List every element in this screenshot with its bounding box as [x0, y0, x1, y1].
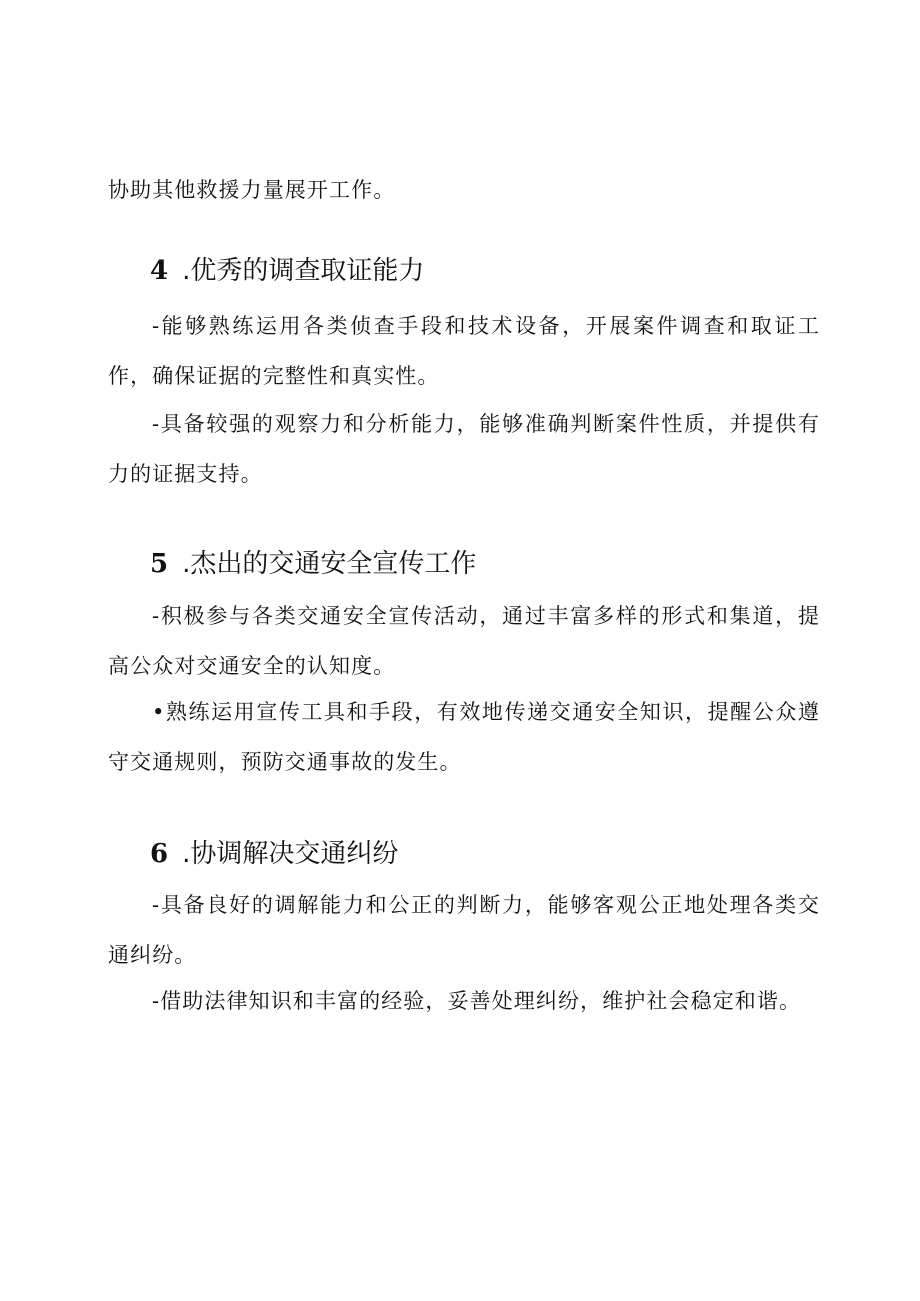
- section-6-item-1: -具备良好的调解能力和公正的判断力，能够客观公正地处理各类交通纠纷。: [108, 893, 820, 967]
- section-heading-6: [150, 837, 398, 871]
- section-number: 5: [150, 549, 169, 579]
- section-number: 4: [150, 256, 169, 286]
- section-number: 6: [150, 839, 169, 869]
- section-title: .优秀的调查取证能力: [182, 256, 425, 286]
- section-title: .杰出的交通安全宣传工作: [182, 549, 477, 579]
- intro-paragraph: 协助其他救援力量展开工作。: [108, 178, 396, 202]
- section-5-item-1: -积极参与各类交通安全宣传活动，通过丰富多样的形式和集道，提高公众对交通安全的认知度。: [108, 604, 820, 678]
- section-heading-4: [150, 254, 424, 288]
- section-5-item-2: •熟练运用宣传工具和手段，有效地传递交通安全知识，提醒公众遵守交通规则，预防交通事故的发生。: [108, 700, 820, 774]
- section-title: .协调解决交通纠纷: [182, 839, 399, 869]
- section-4-item-2: -具备较强的观察力和分析能力，能够准确判断案件性质，并提供有力的证据支持。: [108, 412, 820, 486]
- section-4-item-1: -能够熟练运用各类侦查手段和技术设备，开展案件调查和取证工作，确保证据的完整性和真实性。: [108, 314, 820, 388]
- section-6-item-2: -借助法律知识和丰富的经验，妥善处理纠纷，维护社会稳定和谐。: [152, 989, 802, 1013]
- section-heading-5: [150, 547, 476, 581]
